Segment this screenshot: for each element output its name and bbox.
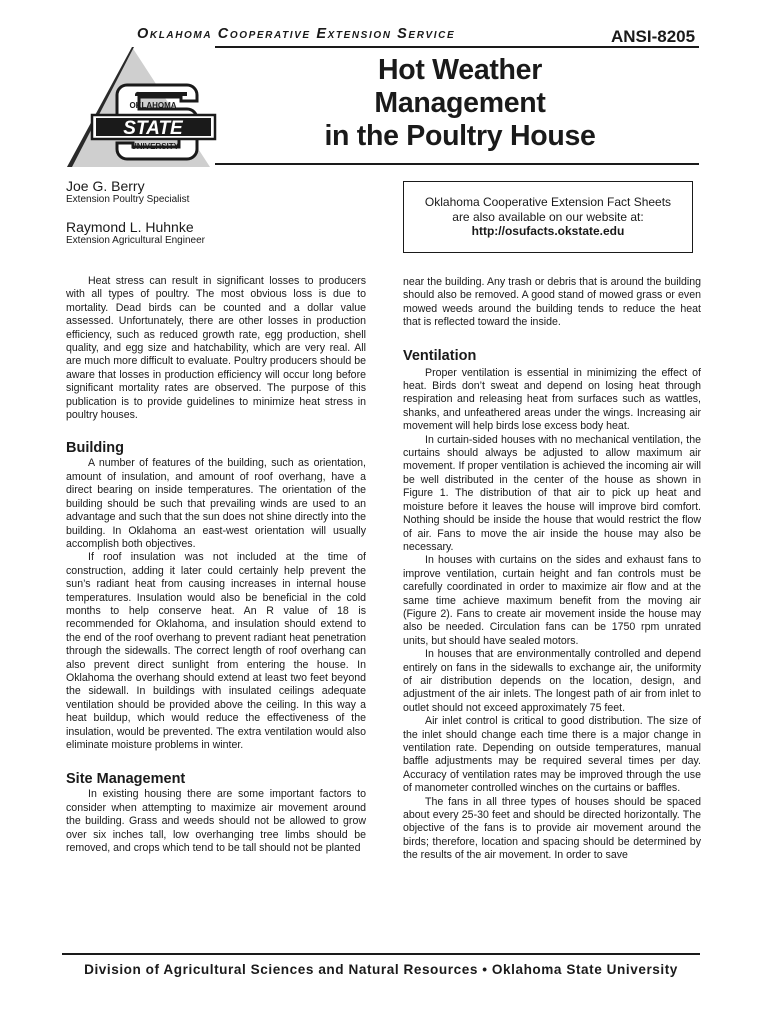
section-heading-ventilation: Ventilation: [403, 347, 477, 364]
publication-code: ANSI-8205: [611, 27, 696, 46]
document-title: [300, 54, 620, 153]
logo-top-text: OKLAHOMA: [129, 101, 177, 110]
body-paragraph: In houses that are environmentally controlled and depend entirely on fans in the sidewalls to exchange air, the uniformity of air distribution depends on the location, design, and adjustment of the air inlets. The longest path of air from inlet to outlet should not exceed approximately 75 feet.: [403, 648, 701, 714]
section-heading-site-management: Site Management: [66, 771, 186, 788]
footer-text: Division of Agricultural Sciences and Natural Resources • Oklahoma State University: [84, 962, 678, 977]
section-heading-building: Building: [66, 440, 124, 457]
logo-main-text: STATE: [123, 118, 183, 139]
body-paragraph: In houses with curtains on the sides and exhaust fans to improve ventilation, curtain height and fan controls must be carefully coordinated in order to maximize air flow and at the same time achieve maximum benefit from the moving air (Figure 2). Fans to create air movement inside the house may also be needed. Circulation fans can be 1750 rpm unrated units, but should have sealed motors.: [403, 554, 701, 647]
body-paragraph: In existing housing there are some important factors to consider when attempting to maximize air movement around the building. Grass and weeds should not be allowed to grow over six inches tall, low overhanging tree limbs should be removed, and crops which tend to be tall should not be planted: [66, 788, 366, 855]
author-name: Joe G. Berry: [66, 178, 145, 194]
website-link[interactable]: http://osufacts.okstate.edu: [471, 224, 625, 239]
footer-rule: [62, 953, 700, 955]
right-column: [403, 276, 701, 863]
osu-logo: [62, 45, 222, 175]
body-paragraph: The fans in all three types of houses should be spaced about every 25-30 feet and should be directed horizontally. The objective of the fans is to provide air movement around the birds; therefore, location and spacing should be determined by the results of the air movement. In order to save: [403, 795, 701, 862]
title-rule: [215, 163, 699, 165]
agency-name: Oklahoma Cooperative Extension Service: [137, 26, 456, 42]
body-paragraph: A number of features of the building, such as orientation, amount of insulation, and amount of roof overhang, have a direct bearing on inside temperatures. The orientation of the building should be such that prevailing winds are used to an advantage and such that the sun does not shine directly into the building. In Oklahoma an east-west orientation will usually accomplish both objectives.: [66, 457, 366, 550]
body-paragraph: Proper ventilation is essential in minimizing the effect of heat. Birds don’t sweat and depend on losing heat through respiration and releasing heat from surfaces such as wattles, shanks, and unfeathered areas under the wings. Increasing air movement will help birds lose excess body heat.: [403, 366, 701, 433]
body-paragraph: In curtain-sided houses with no mechanical ventilation, the curtains should always be adjusted to allow maximum air movement. If proper ventilation is achieved the incoming air will be well distributed in the center of the house as shown in Figure 1. The distribution of that air to pick up heat and moisture before it leaves the house will improve bird comfort. Nothing should be inside the house that would restrict the flow of air. Fans to move the air inside the house may also be necessary.: [403, 433, 701, 553]
website-notice-box: [403, 181, 693, 253]
author-title: Extension Poultry Specialist: [66, 194, 190, 205]
notice-line: are also available on our website at:: [452, 209, 644, 224]
intro-paragraph: Heat stress can result in significant losses to producers with all types of poultry. The most obvious loss is due to mortality. Dead birds can be counted and a dollar value assessed. Unfortunately, there are other losses in production efficiency, such as reduced growth rate, egg production, shell quality, and egg size and hatchability, which are very real. All are much more difficult to evaluate. Poultry producers should be aware that losses in production efficiency will occur long before significant mortality rates are observed. The purpose of this publication is to provide guidelines to minimize heat stress in poultry houses.: [66, 275, 366, 422]
title-line: Management: [374, 87, 546, 119]
body-paragraph: Air inlet control is critical to good distribution. The size of the inlet should change each time there is a major change in ventilation rate. Depending on outside temperatures, manual baffle adjustments may be required several times per day. Accuracy of ventilation rates may be improved through the use of manometer controlled winches on the curtains or baffles.: [403, 715, 701, 795]
title-line: Hot Weather: [377, 54, 543, 86]
title-line: in the Poultry House: [324, 120, 596, 152]
notice-line: Oklahoma Cooperative Extension Fact Sheets: [424, 195, 672, 210]
body-paragraph: near the building. Any trash or debris that is around the building should also be removed. A good stand of mowed grass or even mowed weeds around the building tends to reduce the heat that is reflected toward the inside.: [403, 276, 701, 329]
body-paragraph: If roof insulation was not included at the time of construction, adding it later could certainly help prevent the sun’s radiant heat from causing increases in internal house temperatures. Insulation would also be beneficial in the cold months to help conserve heat. An R value of 18 is recommended for Oklahoma, and insulation should extend to the end of the roof overhang to prevent radiant heat penetration through the sidewalls. The correct length of roof overhang can also prevent direct sunlight from entering the house. In Oklahoma the overhang should extend at least two feet beyond the sidewall. In buildings with insulated ceilings adequate ventilation should be provided above the ceiling. In this way a heat buildup, which would reduce the effectiveness of the insulation, would be prevented. The extra ventilation would also eliminate moisture problems in winter.: [66, 551, 366, 751]
logo-bottom-text: UNIVERSITY: [130, 142, 180, 151]
author-name: Raymond L. Huhnke: [66, 219, 194, 235]
left-column: [66, 275, 366, 855]
header-rule: [215, 46, 699, 48]
author-block: [66, 178, 205, 247]
author-title: Extension Agricultural Engineer: [66, 235, 205, 246]
